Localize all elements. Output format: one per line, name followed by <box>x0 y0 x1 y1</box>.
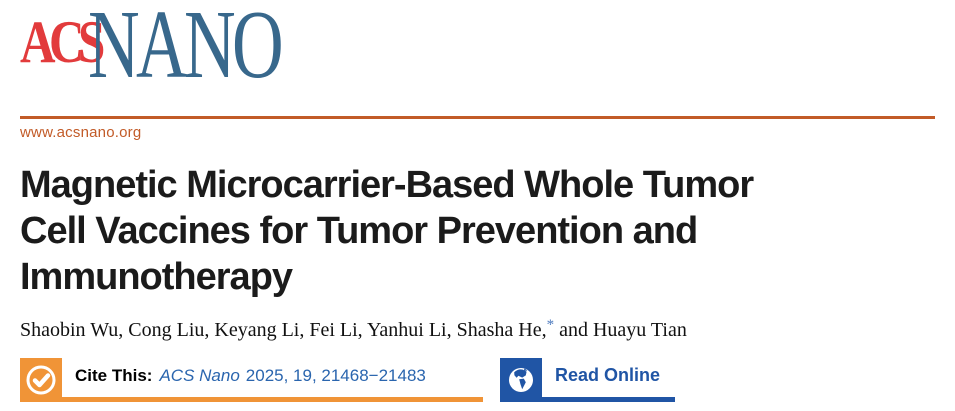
logo-nano-text: NANO <box>88 0 281 99</box>
authors-names: Shaobin Wu, Cong Liu, Keyang Li, Fei Li, Yanhui Li, Shasha He, <box>20 319 547 341</box>
citation-detail: 2025, 19, 21468−21483 <box>245 365 426 385</box>
cite-this-label: Cite This: <box>75 365 153 385</box>
checkmark-circle-icon <box>25 364 57 396</box>
journal-name: ACS Nano <box>159 365 240 385</box>
corresponding-author-marker[interactable]: * <box>546 317 555 333</box>
title-line-1: Magnetic Microcarrier-Based Whole Tumor <box>20 164 754 206</box>
acs-nano-logo <box>0 0 340 100</box>
cite-this-link[interactable] <box>62 358 483 402</box>
article-title <box>20 162 940 300</box>
read-online-label: Read Online <box>555 365 661 385</box>
masthead-divider <box>20 116 935 119</box>
cite-check-badge <box>20 358 62 402</box>
authors-names-continued: and Huayu Tian <box>554 319 687 341</box>
cite-bar <box>20 358 675 402</box>
title-line-2: Cell Vaccines for Tumor Prevention and <box>20 210 698 252</box>
logo-acs-text: ACS <box>20 9 99 75</box>
title-line-3: Immunotherapy <box>20 256 293 298</box>
cite-bar-spacer <box>483 358 500 402</box>
journal-url-link[interactable]: www.acsnano.org <box>20 124 142 141</box>
globe-icon <box>506 365 536 395</box>
author-list <box>20 312 940 343</box>
read-online-badge <box>500 358 542 402</box>
read-online-button[interactable] <box>542 358 675 402</box>
